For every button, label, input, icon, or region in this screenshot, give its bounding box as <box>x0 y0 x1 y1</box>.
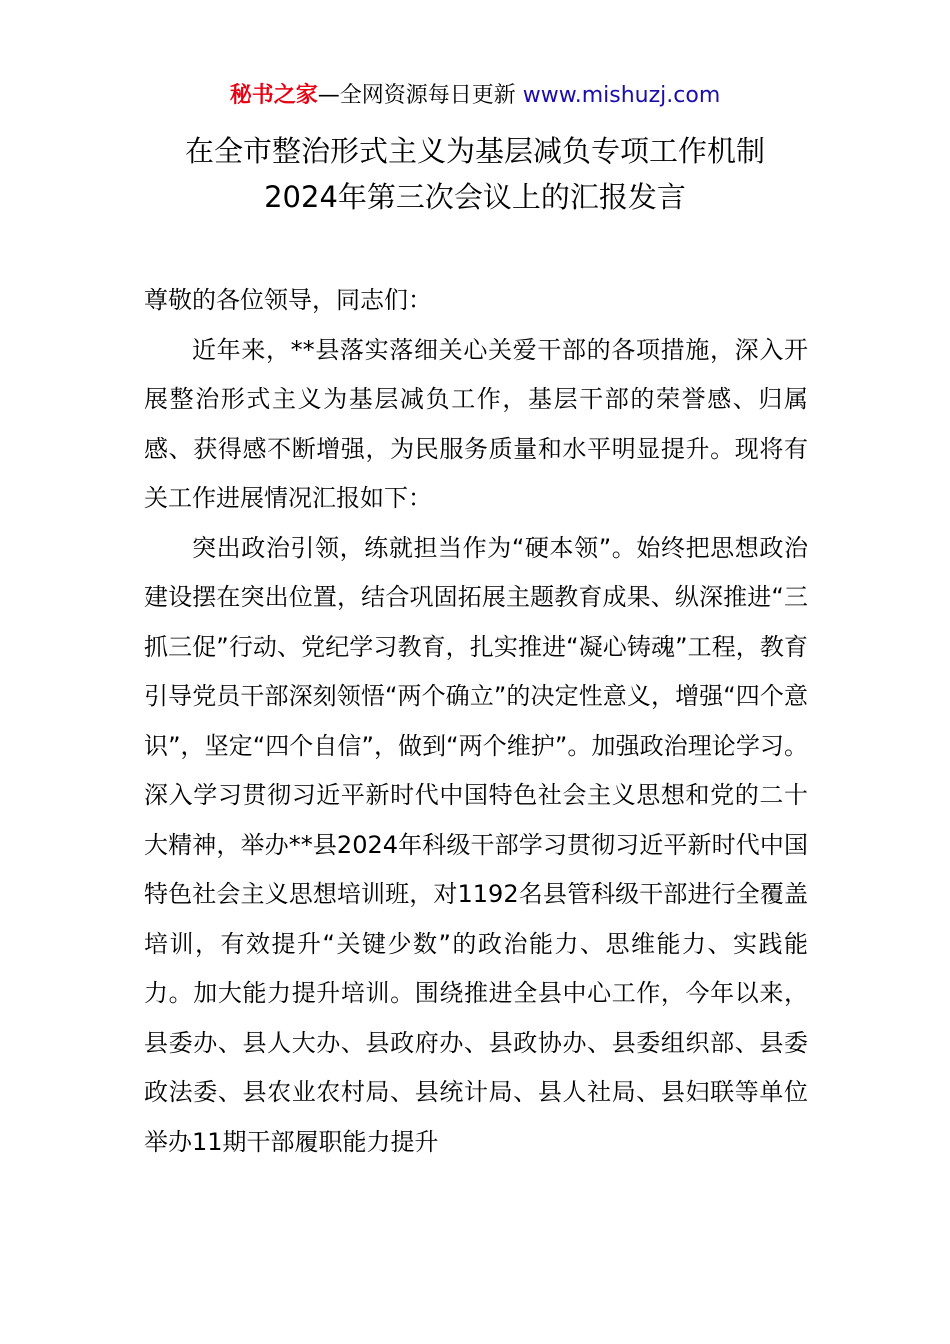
paragraph-political-guidance: 突出政治引领，练就担当作为“硬本领”。始终把思想政治建设摆在突出位置，结合巩固拓展主题教育成果、纵深推进“三抓三促”行动、党纪学习教育，扎实推进“凝心铸魂”工程，教育引导党员干部深刻领悟“两个确立”的决定性意义，增强“四个意识”，坚定“四个自信”，做到“两个维护”。加强政治理论学习。深入学习贯彻习近平新时代中国特色社会主义思想和党的二十大精神，举办**县2024年科级干部学习贯彻习近平新时代中国特色社会主义思想培训班，对1192名县管科级干部进行全覆盖培训，有效提升“关键少数”的政治能力、思维能力、实践能力。加大能力提升培训。围绕推进全县中心工作，今年以来，县委办、县人大办、县政府办、县政协办、县委组织部、县委政法委、县农业农村局、县统计局、县人社局、县妇联等单位举办11期干部履职能力提升 <box>144 533 808 1156</box>
document-title <box>0 128 950 220</box>
paragraph-intro: 近年来，**县落实落细关心关爱干部的各项措施，深入开展整治形式主义为基层减负工作，基层干部的荣誉感、归属感、获得感不断增强，为民服务质量和水平明显提升。现将有关工作进展情况汇报如下： <box>144 335 808 512</box>
brand-slogan: —全网资源每日更新 <box>317 83 516 108</box>
title-line-2: 2024年第三次会议上的汇报发言 <box>264 180 686 214</box>
document-body <box>144 276 808 1167</box>
brand-name: 秘书之家 <box>229 83 318 108</box>
title-line-1: 在全市整治形式主义为基层减负专项工作机制 <box>184 134 765 168</box>
site-banner <box>0 80 950 112</box>
brand-url-link[interactable]: www.mishuzj.com <box>522 83 721 108</box>
salutation: 尊敬的各位领导，同志们： <box>144 286 432 314</box>
